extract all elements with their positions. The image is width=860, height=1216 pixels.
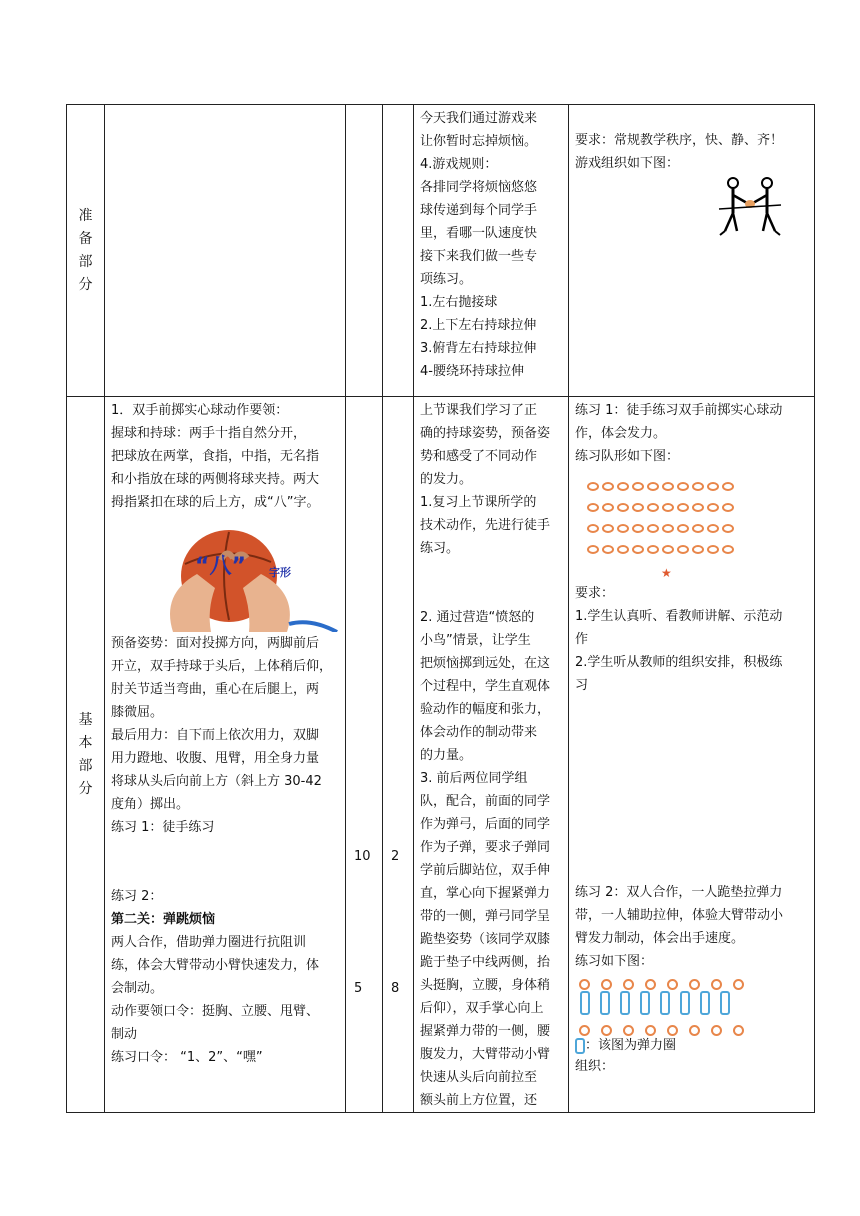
ring-row: [587, 539, 808, 560]
student-ring-icon: [587, 482, 599, 491]
student-ring-icon: [707, 524, 719, 533]
level2-title: 第二关：弹跳烦恼: [111, 912, 216, 927]
text-line: 2.上下左右持球拉伸: [420, 318, 537, 333]
prep-content-cell: [105, 105, 346, 397]
student-ring-icon: [722, 503, 734, 512]
text-line: 小鸟”情景，让学生: [420, 633, 531, 648]
prep-org-cell: [569, 105, 815, 397]
student-ring-icon: [711, 1025, 722, 1036]
student-ring-icon: [602, 482, 614, 491]
text-line: 项练习。: [420, 272, 473, 287]
section-char: 分: [78, 276, 93, 293]
text-line: 把球放在两掌，食指，中指，无名指: [111, 449, 320, 464]
text-line: 动作要领口令：挺胸、立腰、甩臂、: [111, 1004, 320, 1019]
band-legend-icon: [575, 1038, 585, 1054]
basic-section-label: [67, 397, 105, 1113]
elastic-band-icon: [680, 991, 690, 1015]
time-value-2: 5: [354, 981, 363, 996]
student-ring-icon: [707, 503, 719, 512]
basic-count-cell: [383, 397, 414, 1113]
student-ring-icon: [601, 1025, 612, 1036]
text-line: 额头前上方位置，还: [420, 1093, 538, 1108]
prep-section-label: [67, 105, 105, 397]
text-line: 1．双手前掷实心球动作要领：: [111, 403, 289, 418]
text-line: 练习。: [420, 541, 460, 556]
text-line: 2.学生听从教师的组织安排，积极练: [575, 655, 783, 670]
requirements-text: [575, 582, 808, 697]
text-line: 度角）掷出。: [111, 797, 190, 812]
text-line: 的力量。: [420, 748, 473, 763]
text-line: 握球和持球：两手十指自然分开，: [111, 426, 307, 441]
spacer: [575, 697, 808, 881]
student-ring-icon: [707, 482, 719, 491]
spacer: [420, 560, 562, 606]
practice2-text: [575, 881, 808, 973]
student-ring-icon: [722, 482, 734, 491]
student-ring-icon: [692, 524, 704, 533]
band-diagram: [575, 973, 808, 1037]
student-ring-icon: [662, 524, 674, 533]
elastic-band-icon: [720, 991, 730, 1015]
student-ring-icon: [677, 545, 689, 554]
text-line: 要求：常规教学秩序，快、静、齐！: [575, 133, 784, 148]
text-line: 的发力。: [420, 472, 473, 487]
ring-row: [587, 518, 808, 539]
count-value-2: 8: [391, 981, 400, 996]
prep-row: [67, 105, 815, 397]
text-line: 接下来我们做一些专: [420, 249, 538, 264]
section-char: 部: [78, 253, 93, 270]
level2-text: [111, 931, 339, 1069]
prep-teach-text: [420, 107, 562, 383]
text-line: 个过程中，学生直观体: [420, 679, 551, 694]
text-line: 制动: [111, 1027, 138, 1042]
student-ring-icon: [707, 545, 719, 554]
section-char: 准: [78, 207, 93, 224]
student-ring-icon: [722, 524, 734, 533]
ring-rows: [587, 476, 808, 560]
text-line: 带，一人辅助拉伸，体验大臂带动小: [575, 908, 784, 923]
text-line: 跪于垫子中线两侧，抬: [420, 955, 551, 970]
ball-pass-game-figure: [715, 175, 785, 241]
basic-time-cell: [346, 397, 383, 1113]
text-line: 作为弹弓，后面的同学: [420, 817, 551, 832]
text-line: 练习 1：徒手练习: [111, 820, 215, 835]
text-line: 臂发力制动，体会出手速度。: [575, 931, 745, 946]
student-ring-icon: [647, 545, 659, 554]
text-line: 快速从头后向前拉至: [420, 1070, 538, 1085]
student-ring-icon: [617, 503, 629, 512]
text-line: 后仰），双手掌心向上: [420, 1001, 544, 1016]
student-ring-icon: [711, 979, 722, 990]
text-line: 4-腰绕环持球拉伸: [420, 364, 524, 379]
ring-row-bottom: [579, 1021, 808, 1037]
text-line: 习: [575, 678, 589, 693]
text-line: 用力蹬地、收腹、甩臂，用全身力量: [111, 751, 320, 766]
shape-label: 字形: [269, 566, 291, 579]
text-line: 带的一侧，弹弓同学呈: [420, 909, 551, 924]
text-line: 开立，双手持球于头后，上体稍后仰，: [111, 659, 333, 674]
band-row: [579, 991, 808, 1021]
text-line: 跪垫姿势（该同学双膝: [420, 932, 551, 947]
text-line: 将球从头后向前上方（斜上方 30-42: [111, 774, 322, 789]
student-ring-icon: [692, 482, 704, 491]
text-line: 练习队形如下图：: [575, 449, 680, 464]
student-ring-icon: [617, 524, 629, 533]
text-line: 练习口令： “1、2”、“嘿”: [111, 1050, 263, 1065]
text-line: 上节课我们学习了正: [420, 403, 538, 418]
text-line: 各排同学将烦恼悠悠: [420, 180, 538, 195]
student-ring-icon: [689, 1025, 700, 1036]
basic-content-cell: [105, 397, 346, 1113]
student-ring-icon: [667, 979, 678, 990]
student-ring-icon: [602, 524, 614, 533]
student-ring-icon: [662, 503, 674, 512]
spacer: [111, 839, 339, 885]
text-line: 握紧弹力带的一侧，腰: [420, 1024, 551, 1039]
student-ring-icon: [647, 503, 659, 512]
text-line: 最后用力：自下而上依次用力，双脚: [111, 728, 320, 743]
angry-bird-text: [420, 606, 562, 1112]
student-ring-icon: [601, 979, 612, 990]
text-line: 直，掌心向下握紧弹力: [420, 886, 551, 901]
count-value-1: 2: [391, 849, 400, 864]
prep-teach-cell: [414, 105, 569, 397]
text-line: 作为子弹，要求子弹同: [420, 840, 551, 855]
practice1-text: [575, 399, 808, 468]
text-line: 今天我们通过游戏来: [420, 111, 538, 126]
student-ring-icon: [677, 503, 689, 512]
text-line: 练，体会大臂带动小臂快速发力，体: [111, 958, 320, 973]
text-line: 球传递到每个同学手: [420, 203, 538, 218]
student-ring-icon: [602, 503, 614, 512]
student-ring-icon: [645, 1025, 656, 1036]
student-ring-icon: [632, 545, 644, 554]
student-ring-icon: [623, 1025, 634, 1036]
student-ring-icon: [692, 503, 704, 512]
student-ring-icon: [677, 482, 689, 491]
student-ring-icon: [632, 503, 644, 512]
student-ring-icon: [617, 545, 629, 554]
text-line: 练习 2：双人合作，一人跪垫拉弹力: [575, 885, 783, 900]
text-line: 把烦恼掷到远处，在这: [420, 656, 551, 671]
text-line: 让你暂时忘掉烦恼。: [420, 134, 538, 149]
student-ring-icon: [662, 482, 674, 491]
elastic-band-icon: [620, 991, 630, 1015]
text-line: 确的持球姿势，预备姿: [420, 426, 551, 441]
text-line: 两人合作，借助弹力圈进行抗阻训: [111, 935, 307, 950]
student-ring-icon: [733, 1025, 744, 1036]
text-line: 体会动作的制动带来: [420, 725, 538, 740]
text-line: 1.学生认真听、看教师讲解、示范动: [575, 609, 783, 624]
text-line: 技术动作，先进行徒手: [420, 518, 551, 533]
basic-teach-cell: [414, 397, 569, 1113]
ball-grip-image: [111, 514, 339, 632]
basic-row: [67, 397, 815, 1113]
student-ring-icon: [623, 979, 634, 990]
text-line: 练习如下图：: [575, 954, 654, 969]
section-char: 基: [78, 711, 93, 728]
student-ring-icon: [587, 524, 599, 533]
student-ring-icon: [647, 524, 659, 533]
text-line: 腹发力，大臂带动小臂: [420, 1047, 551, 1062]
elastic-band-icon: [580, 991, 590, 1015]
student-ring-icon: [689, 979, 700, 990]
grip-text: [111, 399, 339, 514]
text-line: 头挺胸，立腰，身体稍: [420, 978, 551, 993]
lesson-plan-table: [66, 104, 815, 1113]
text-line: 3. 前后两位同学组: [420, 771, 528, 786]
section-char: 部: [78, 757, 93, 774]
text-line: 队，配合，前面的同学: [420, 794, 551, 809]
text-line: 里，看哪一队速度快: [420, 226, 538, 241]
text-line: 练习 1：徒手练习双手前掷实心球动: [575, 403, 783, 418]
student-ring-icon: [647, 482, 659, 491]
elastic-band-icon: [660, 991, 670, 1015]
band-legend-text: ：该图为弹力圈: [585, 1038, 677, 1053]
section-char: 备: [78, 230, 93, 247]
formation-diagram: [575, 468, 808, 582]
text-line: 作，体会发力。: [575, 426, 667, 441]
practice2-label: 练习 2：: [111, 889, 163, 904]
review-text: [420, 399, 562, 560]
ring-row-top: [579, 975, 808, 991]
student-ring-icon: [617, 482, 629, 491]
text-line: 预备姿势：面对投掷方向，两脚前后: [111, 636, 320, 651]
student-ring-icon: [587, 545, 599, 554]
ring-row: [587, 497, 808, 518]
band-legend: [575, 1037, 808, 1055]
org-label: 组织：: [575, 1059, 615, 1074]
time-value-1: 10: [354, 849, 371, 864]
student-ring-icon: [579, 1025, 590, 1036]
student-ring-icon: [645, 979, 656, 990]
basic-org-cell: [569, 397, 815, 1113]
text-line: 1.复习上节课所学的: [420, 495, 537, 510]
text-line: 学前后脚站位，双手伸: [420, 863, 551, 878]
section-char: 分: [78, 780, 93, 797]
student-ring-icon: [667, 1025, 678, 1036]
student-ring-icon: [722, 545, 734, 554]
student-ring-icon: [692, 545, 704, 554]
student-ring-icon: [587, 503, 599, 512]
text-line: 2. 通过营造“愤怒的: [420, 610, 535, 625]
text-line: 和小指放在球的两侧将球夹持。两大: [111, 472, 320, 487]
text-line: 4.游戏规则：: [420, 157, 498, 172]
ba-char-label: “八”: [195, 554, 246, 579]
prep-org-text: [575, 129, 808, 175]
text-line: 要求：: [575, 586, 615, 601]
elastic-band-icon: [600, 991, 610, 1015]
student-ring-icon: [677, 524, 689, 533]
student-ring-icon: [632, 524, 644, 533]
student-ring-icon: [602, 545, 614, 554]
prep-count-cell: [383, 105, 414, 397]
text-line: 1.左右抛接球: [420, 295, 498, 310]
text-line: 验动作的幅度和张力，: [420, 702, 551, 717]
stance-text: [111, 632, 339, 839]
student-ring-icon: [733, 979, 744, 990]
student-ring-icon: [579, 979, 590, 990]
teacher-star-icon: ★: [661, 566, 672, 580]
ring-row: [587, 476, 808, 497]
text-line: 膝微屈。: [111, 705, 164, 720]
elastic-band-icon: [700, 991, 710, 1015]
text-line: 作: [575, 632, 589, 647]
student-ring-icon: [662, 545, 674, 554]
text-line: 肘关节适当弯曲，重心在后腿上，两: [111, 682, 320, 697]
text-line: 3.俯背左右持球拉伸: [420, 341, 537, 356]
text-line: 拇指紧扣在球的后上方，成“八”字。: [111, 495, 320, 510]
text-line: 游戏组织如下图：: [575, 156, 680, 171]
text-line: 会制动。: [111, 981, 164, 996]
prep-time-cell: [346, 105, 383, 397]
elastic-band-icon: [640, 991, 650, 1015]
text-line: 势和感受了不同动作: [420, 449, 538, 464]
student-ring-icon: [632, 482, 644, 491]
section-char: 本: [78, 734, 93, 751]
